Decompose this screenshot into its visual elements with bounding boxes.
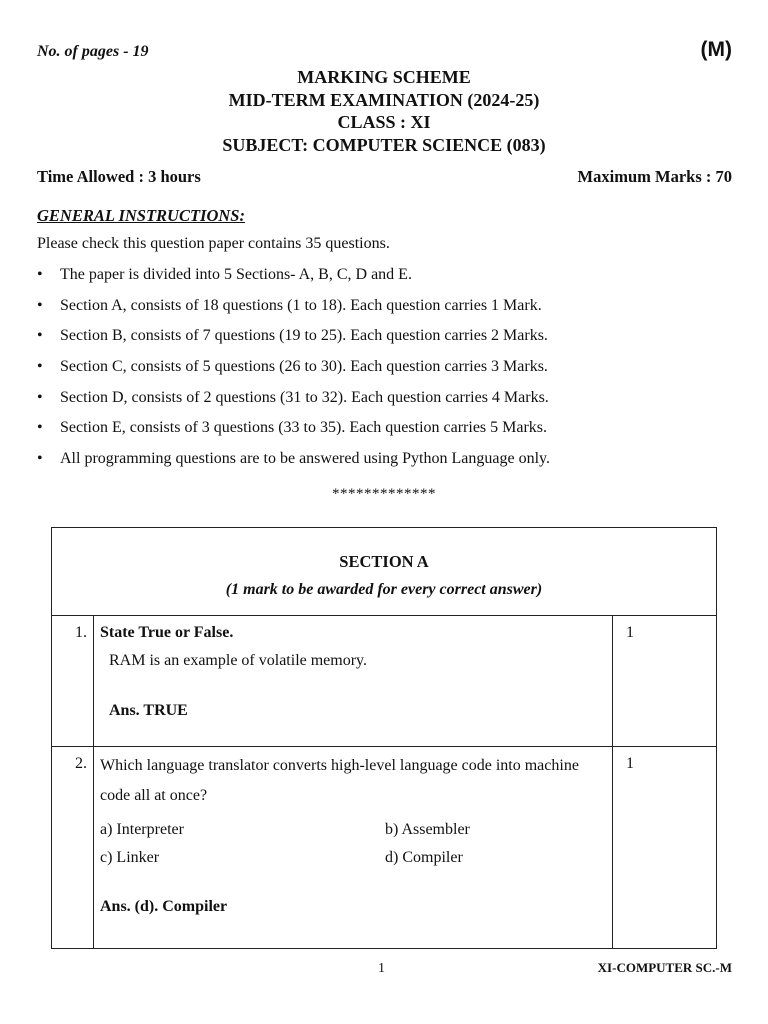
question-body — [94, 747, 613, 949]
instruction-item: • Section E, consists of 3 questions (33 to 35). Each question carries 5 Marks. — [37, 419, 550, 450]
table-row — [52, 747, 717, 949]
option: c) Linker — [100, 849, 160, 866]
question-number: 2. — [52, 747, 94, 949]
question-marks: 1 — [613, 747, 717, 949]
section-title: SECTION A — [339, 552, 429, 571]
instructions-list — [37, 266, 550, 481]
instructions-heading: GENERAL INSTRUCTIONS: — [37, 206, 245, 225]
question-body — [94, 616, 613, 747]
section-header — [52, 528, 717, 616]
question-subtext: RAM is an example of volatile memory. — [109, 652, 368, 669]
title-line: MID-TERM EXAMINATION (2024-25) — [228, 89, 540, 110]
question-number: 1. — [52, 616, 94, 747]
table-row — [52, 616, 717, 747]
instructions-intro: Please check this question paper contains 35 questions. — [37, 235, 390, 252]
option: d) Compiler — [385, 849, 463, 866]
answer: Ans. TRUE — [109, 702, 188, 719]
instruction-item: • Section D, consists of 2 questions (31 to 32). Each question carries 4 Marks. — [37, 389, 550, 420]
question-text: Which language translator converts high-level language code into machine code all at once? — [100, 757, 579, 804]
section-subtitle: (1 mark to be awarded for every correct answer) — [225, 581, 543, 598]
option: b) Assembler — [385, 821, 470, 838]
question-marks: 1 — [613, 616, 717, 747]
options-grid — [100, 821, 606, 867]
page-number: 1 — [378, 961, 385, 976]
title-line: CLASS : XI — [337, 112, 431, 132]
time-allowed: Time Allowed : 3 hours — [37, 167, 201, 186]
option: a) Interpreter — [100, 821, 184, 838]
title-line: SUBJECT: COMPUTER SCIENCE (083) — [222, 134, 546, 155]
instruction-item: • All programming questions are to be answered using Python Language only. — [37, 450, 550, 481]
section-header-row — [52, 528, 717, 616]
separator: ************* — [332, 486, 436, 502]
footer-code: XI-COMPUTER SC.-M — [597, 960, 732, 975]
questions-table — [51, 527, 717, 949]
instruction-item: • Section C, consists of 5 questions (26 to 30). Each question carries 3 Marks. — [37, 358, 550, 389]
answer: Ans. (d). Compiler — [100, 898, 228, 915]
title-block — [0, 66, 768, 156]
maximum-marks: Maximum Marks : 70 — [577, 167, 732, 186]
instruction-item: • Section A, consists of 18 questions (1 to 18). Each question carries 1 Mark. — [37, 297, 550, 328]
paper-code: (M) — [700, 38, 732, 61]
question-text: State True or False. — [100, 624, 234, 641]
instruction-item: • The paper is divided into 5 Sections- A, B, C, D and E. — [37, 266, 550, 297]
title-line: MARKING SCHEME — [297, 67, 471, 87]
instruction-item: • Section B, consists of 7 questions (19 to 25). Each question carries 2 Marks. — [37, 327, 550, 358]
page-count: No. of pages - 19 — [37, 43, 149, 60]
